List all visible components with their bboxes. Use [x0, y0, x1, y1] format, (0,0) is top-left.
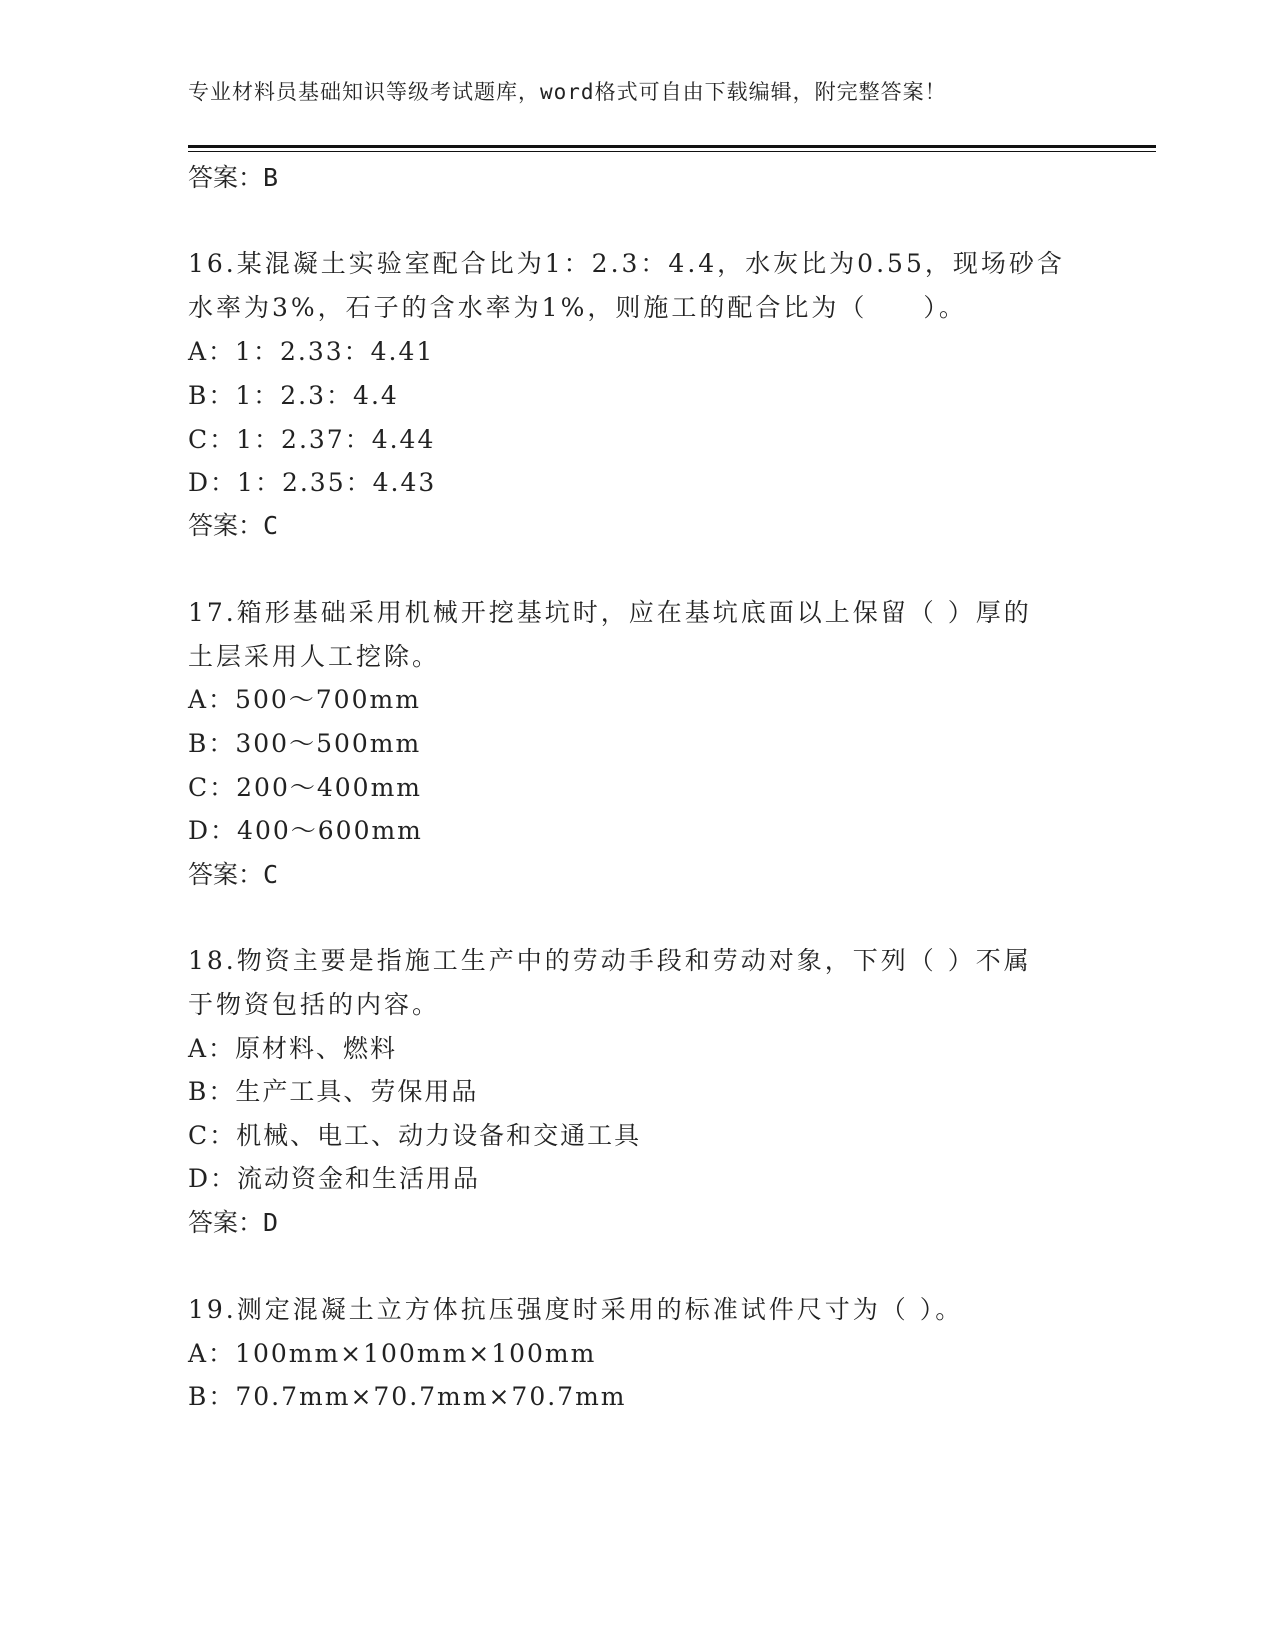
option-c: C：200～400mm	[188, 773, 422, 802]
option-c: C：机械、电工、动力设备和交通工具	[188, 1121, 642, 1150]
question-text-line: 16.某混凝土实验室配合比为1：2.3：4.4，水灰比为0.55，现场砂含	[188, 249, 1065, 278]
question-text-line: 17.箱形基础采用机械开挖基坑时，应在基坑底面以上保留（ ）厚的	[188, 598, 1032, 627]
previous-answer: 答案：B	[188, 163, 279, 192]
option-b: B：1：2.3：4.4	[188, 381, 399, 410]
option-a: A：原材料、燃料	[188, 1034, 398, 1063]
header-divider	[188, 145, 1156, 148]
option-d: D：400～600mm	[188, 816, 423, 845]
option-c: C：1：2.37：4.44	[188, 425, 436, 454]
option-d: D：流动资金和生活用品	[188, 1164, 481, 1193]
question-text-line: 土层采用人工挖除。	[188, 642, 441, 671]
option-a: A：500～700mm	[188, 685, 421, 714]
question-text-line: 于物资包括的内容。	[188, 990, 441, 1019]
option-b: B：70.7mm×70.7mm×70.7mm	[188, 1382, 627, 1411]
option-b: B：生产工具、劳保用品	[188, 1077, 479, 1106]
answer: 答案：C	[188, 860, 279, 889]
option-a: A：100mm×100mm×100mm	[188, 1339, 597, 1368]
option-b: B：300～500mm	[188, 729, 422, 758]
option-d: D：1：2.35：4.43	[188, 468, 437, 497]
question-text-line: 19.测定混凝土立方体抗压强度时采用的标准试件尺寸为（ ）。	[188, 1295, 964, 1324]
header-divider-thin	[188, 151, 1156, 152]
page-header: 专业材料员基础知识等级考试题库，word格式可自由下载编辑，附完整答案！	[188, 80, 947, 104]
option-a: A：1：2.33：4.41	[188, 337, 435, 366]
question-text-line: 水率为3%，石子的含水率为1%，则施工的配合比为（ ）。	[188, 293, 967, 322]
answer: 答案：D	[188, 1208, 279, 1237]
answer: 答案：C	[188, 511, 279, 540]
question-text-line: 18.物资主要是指施工生产中的劳动手段和劳动对象，下列（ ）不属	[188, 946, 1032, 975]
